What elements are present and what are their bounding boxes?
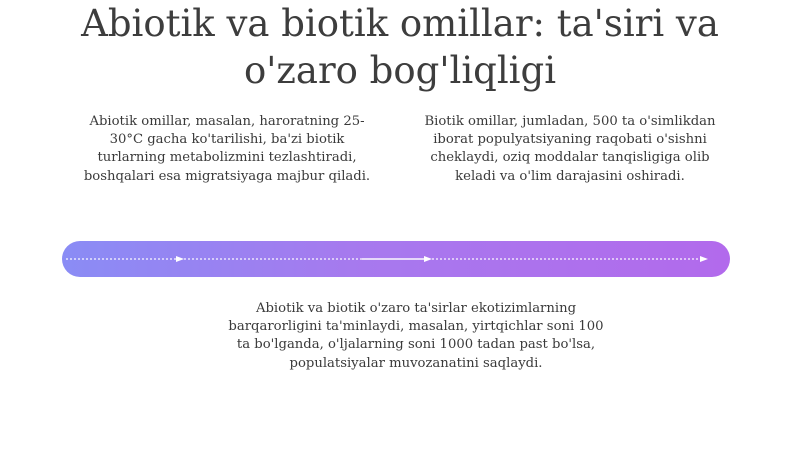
- interaction-paragraph: Abiotik va biotik o'zaro ta'sirlar ekotizimlarning barqarorligini ta'minlaydi, masalan, yirtqichlar soni 100 ta bo'lganda, o'ljalarning soni 1000 tadan past bo'lsa, populatsiyalar muvozanatini saqlaydi.: [228, 301, 604, 371]
- connection-bar: [62, 241, 730, 277]
- abiotic-paragraph: Abiotik omillar, masalan, haroratning 25-30°C gacha ko'tarilishi, ba'zi biotik turlarning metabolizmini tezlashtiradi, boshqalari esa migratsiyaga majbur qiladi.: [83, 114, 371, 184]
- biotic-paragraph: Biotik omillar, jumladan, 500 ta o'simlikdan iborat populyatsiyaning raqobati o'sishni cheklaydi, oziq moddalar tanqisligiga olib keladi va o'lim darajasini oshiradi.: [424, 114, 716, 184]
- slide-title: Abiotik va biotik omillar: ta'siri va o'zaro bog'liqligi: [81, 2, 719, 92]
- arrow-right-icon: [176, 256, 184, 262]
- arrow-line: [62, 241, 730, 277]
- arrow-right-icon: [700, 256, 708, 262]
- arrow-right-icon: [424, 256, 432, 262]
